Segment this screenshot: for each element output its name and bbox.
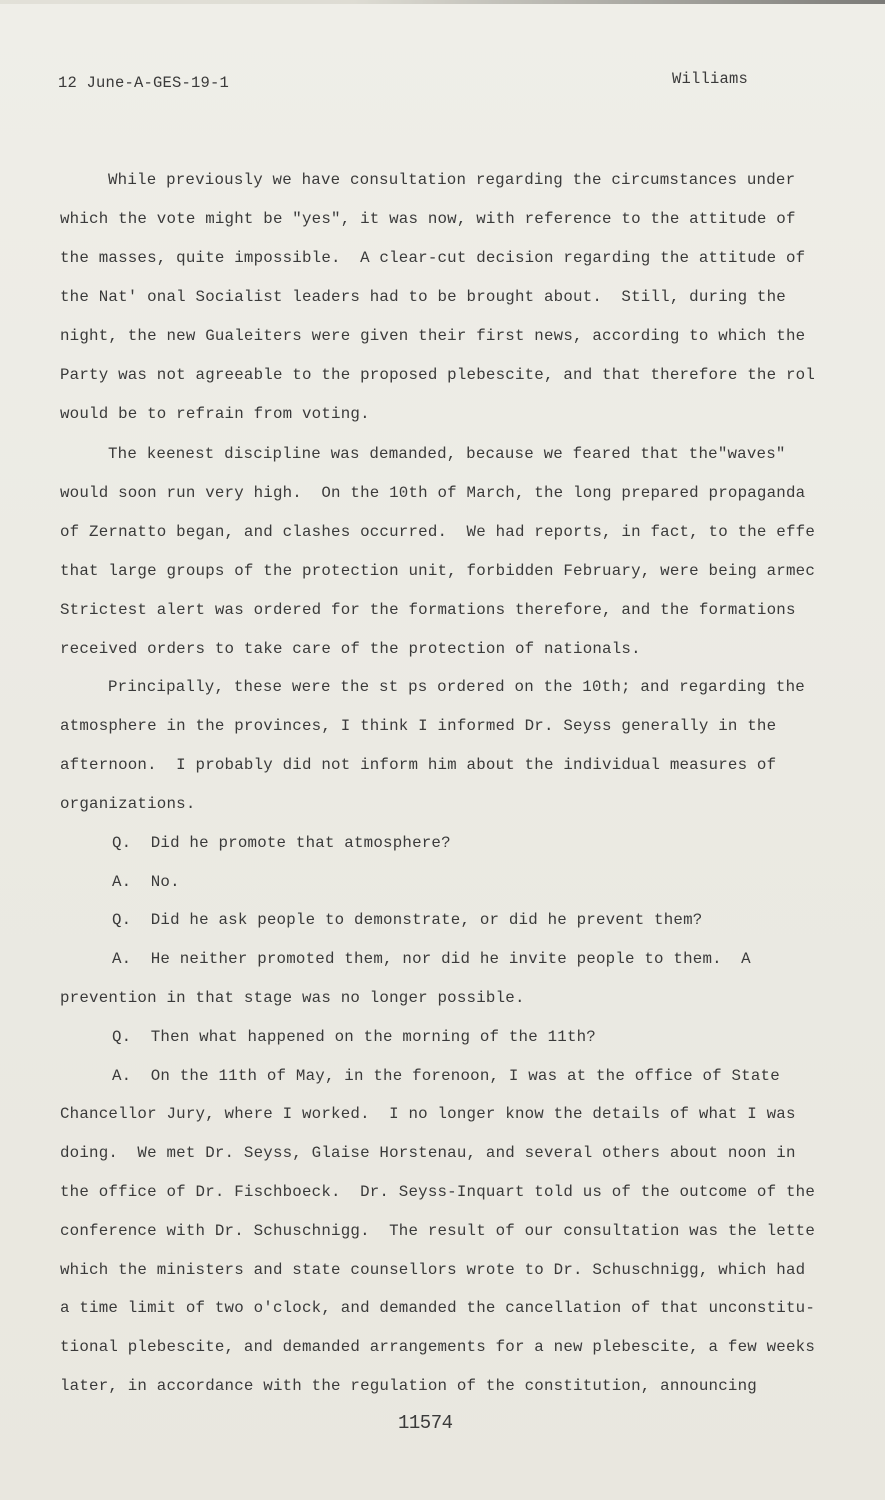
page-number: 11574 [398, 1412, 453, 1434]
body-line: the Nat' onal Socialist leaders had to be brought about. Still, during the [60, 288, 786, 306]
body-line: atmosphere in the provinces, I think I informed Dr. Seyss generally in the [60, 717, 777, 735]
body-line: a time limit of two o'clock, and demanded the cancellation of that unconstitu- [60, 1299, 816, 1317]
question-line: Q. Did he promote that atmosphere? [112, 834, 451, 852]
body-line: Party was not agreeable to the proposed plebescite, and that therefore the rol [60, 366, 816, 384]
body-line: The keenest discipline was demanded, because we feared that the"waves" [108, 445, 786, 463]
body-line: received orders to take care of the protection of nationals. [60, 640, 641, 658]
body-line: the office of Dr. Fischboeck. Dr. Seyss-Inquart told us of the outcome of the [60, 1183, 816, 1201]
body-line: afternoon. I probably did not inform him about the individual measures of [60, 756, 777, 774]
document-reference: 12 June-A-GES-19-1 [58, 74, 230, 92]
body-line: prevention in that stage was no longer possible. [60, 989, 525, 1007]
page-top-edge [0, 0, 885, 4]
body-line: later, in accordance with the regulation of the constitution, announcing [60, 1377, 757, 1395]
body-line: of Zernatto began, and clashes occurred. We had reports, in fact, to the effe [60, 523, 816, 541]
body-line: While previously we have consultation regarding the circumstances under [108, 171, 796, 189]
body-line: which the ministers and state counsellors wrote to Dr. Schuschnigg, which had [60, 1261, 806, 1279]
body-line: night, the new Gualeiters were given their first news, according to which the [60, 327, 806, 345]
reporter-name: Williams [672, 70, 749, 88]
body-line: would soon run very high. On the 10th of March, the long prepared propaganda [60, 484, 806, 502]
question-line: Q. Then what happened on the morning of the 11th? [112, 1028, 596, 1046]
body-line: would be to refrain from voting. [60, 405, 370, 423]
body-line: the masses, quite impossible. A clear-cut decision regarding the attitude of [60, 249, 806, 267]
body-line: Principally, these were the st ps ordered on the 10th; and regarding the [108, 678, 805, 696]
body-line: Strictest alert was ordered for the formations therefore, and the formations [60, 601, 796, 619]
body-line: tional plebescite, and demanded arrangements for a new plebescite, a few weeks [60, 1338, 816, 1356]
body-line: doing. We met Dr. Seyss, Glaise Horstenau, and several others about noon in [60, 1144, 796, 1162]
answer-line: A. No. [112, 873, 180, 891]
body-line: which the vote might be "yes", it was now, with reference to the attitude of [60, 210, 796, 228]
question-line: Q. Did he ask people to demonstrate, or did he prevent them? [112, 911, 703, 929]
answer-line: A. He neither promoted them, nor did he invite people to them. A [112, 950, 751, 968]
answer-line: A. On the 11th of May, in the forenoon, I was at the office of State [112, 1067, 780, 1085]
body-line: organizations. [60, 795, 196, 813]
body-line: conference with Dr. Schuschnigg. The result of our consultation was the lette [60, 1222, 816, 1240]
body-line: that large groups of the protection unit, forbidden February, were being armec [60, 562, 816, 580]
body-line: Chancellor Jury, where I worked. I no longer know the details of what I was [60, 1105, 796, 1123]
